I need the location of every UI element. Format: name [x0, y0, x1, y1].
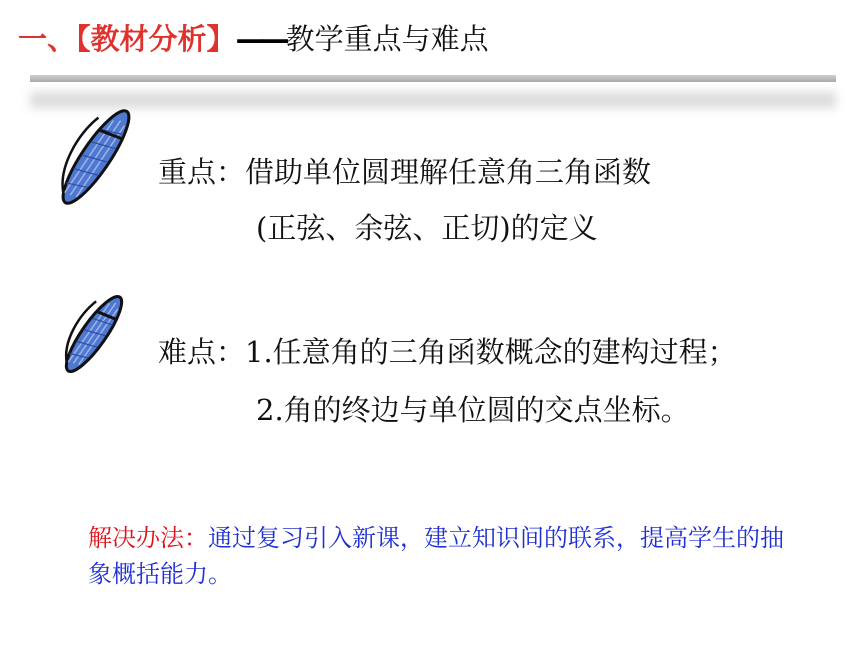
title-dash: ——: [235, 22, 286, 56]
title-bracket-close: 】: [206, 22, 236, 56]
key-point-text1: 借助单位圆理解任意角三角函数: [245, 155, 652, 189]
divider-shadow: [30, 92, 836, 108]
title-number: 一、: [18, 22, 77, 56]
solution-label: 解决办法：: [88, 524, 208, 552]
pen-icon: [44, 278, 144, 388]
slide-title: [18, 16, 489, 62]
difficulty-text1: 1.任意角的三角函数概念的建构过程；: [245, 335, 737, 369]
title-divider: [30, 75, 836, 82]
difficulty-line1: [158, 330, 737, 371]
title-bracket-open: 【: [76, 22, 91, 56]
solution-text: 通过复习引入新课，建立知识间的联系，提高学生的抽象概括能力。: [88, 524, 784, 588]
title-section-name: 教材分析: [90, 22, 207, 56]
difficulty-label: 难点：: [158, 335, 246, 369]
key-point-line1: [158, 150, 651, 191]
solution-note: [88, 520, 788, 592]
key-point-line2: (正弦、余弦、正切)的定义: [256, 211, 598, 245]
difficulty-line2: 2.角的终边与单位圆的交点坐标。: [256, 393, 690, 427]
title-subtitle: 教学重点与难点: [285, 22, 489, 56]
key-point-label: 重点：: [158, 155, 246, 189]
pen-icon: [40, 90, 150, 220]
